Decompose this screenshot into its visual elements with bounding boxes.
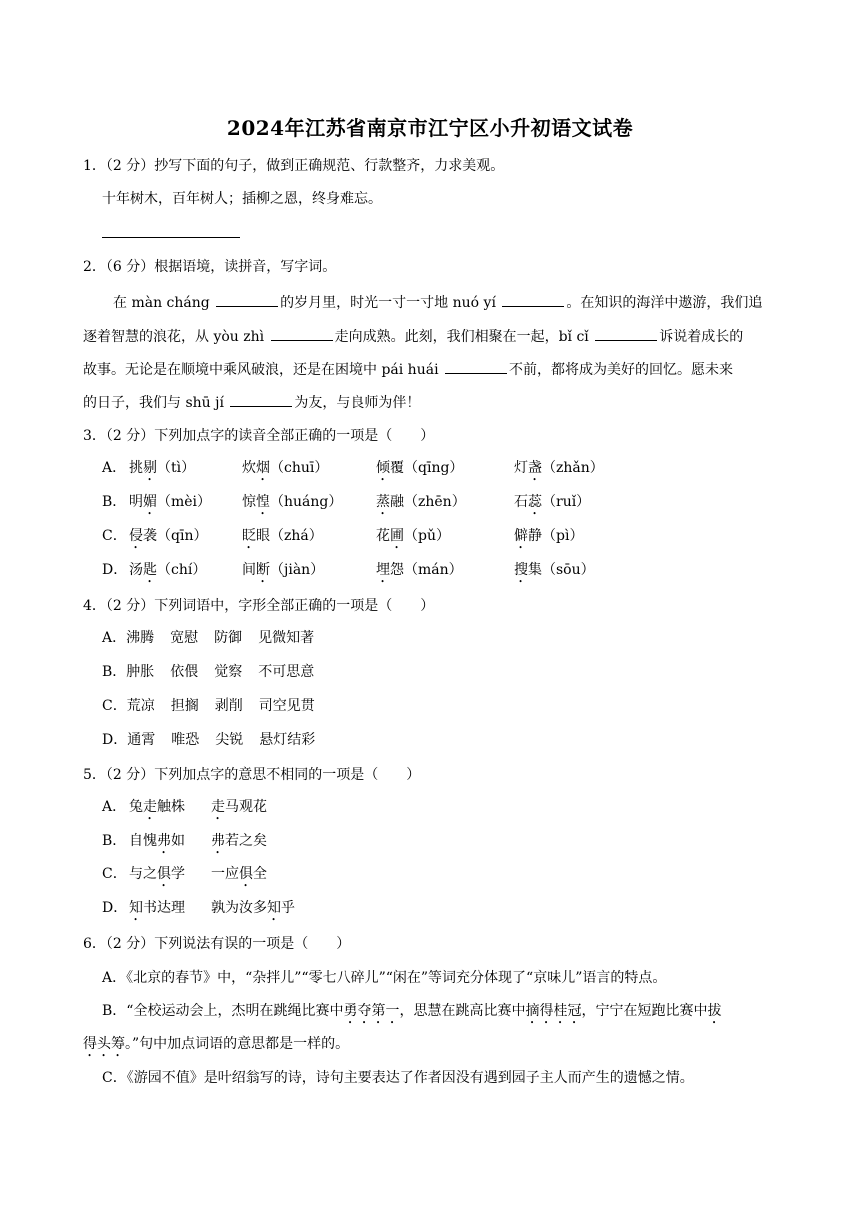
phrase [211,864,267,890]
question-1-answer-line[interactable] [102,237,240,238]
word-item [242,526,323,552]
dotted-char: 蒸 [376,494,390,510]
option-label: B． [102,833,127,849]
option-label: A． [102,460,127,476]
text-segment: 兔 [129,799,143,815]
dotted-char: 埋 [376,562,390,578]
dotted-char: 侵 [129,528,143,544]
word: 担搁 [170,698,199,714]
question-2-stem: 2．（6 分）根据语境，读拼音，写字词。 [83,259,337,275]
answer-blank[interactable] [445,359,507,374]
word: 荒凉 [126,698,155,714]
dotted-char: 走 [211,799,225,815]
text-segment: 。”句中加点词语的意思都是一样的。 [125,1036,350,1052]
question-6-stem: 6．（2 分）下列说法有误的一项是（ ） [83,936,351,952]
question-2-paragraph-line-3 [83,359,733,380]
text-segment: 集（sōu） [528,562,595,578]
word: 通霄 [127,732,156,748]
text-segment: 融（zhēn） [390,494,466,510]
word-item [514,458,604,484]
question-6-option-a[interactable]: A．《北京的春节》中，“杂拌儿”“零七八碎儿”“闲在”等词充分体现了“京味儿”语言的特点。 [102,970,667,986]
option-label: B． [102,664,127,680]
text-segment: ，思慧在跳高比赛中 [399,1003,526,1019]
word-item [129,492,211,518]
text-segment: 。在知识的海洋中遨游，我们追 [566,295,763,311]
word-item [242,560,324,586]
dotted-char: 盏 [528,460,542,476]
question-5-option-a[interactable] [102,797,126,817]
answer-blank[interactable] [502,292,564,307]
phrase [129,898,185,924]
dotted-char: 俱 [239,866,253,882]
text-segment: 全 [253,866,267,882]
text-segment: 袭（qīn） [143,528,208,544]
word-item [514,526,583,552]
text-segment: 不前，都将成为美好的回忆。愿未来 [509,362,733,378]
dotted-char: 媚 [143,494,157,510]
text-segment: （zhǎn） [542,460,604,476]
question-1-stem: 1．（2 分）抄写下面的句子，做到正确规范、行款整齐，力求美观。 [83,158,505,174]
dotted-char: 搜 [514,562,528,578]
text-segment: 马观花 [225,799,267,815]
text-segment: 惊 [242,494,256,510]
text-segment: 的岁月里，时光一寸一寸地 nuó yí [280,295,501,311]
phrase [211,831,267,857]
text-segment: 炊 [242,460,256,476]
word: 剥削 [214,698,243,714]
phrase [129,864,185,890]
text-segment: 一应 [211,866,239,882]
question-3-option-b[interactable] [102,492,126,512]
text-segment: 孰为汝多 [211,900,267,916]
text-segment: ，宁宁在短跑比赛中 [581,1003,708,1019]
text-segment: 怨（mán） [390,562,463,578]
question-2-paragraph-line-1 [113,292,762,313]
dotted-phrase: 勇夺第一 [343,1003,400,1019]
word: 悬灯结彩 [259,732,316,748]
option-label: C． [102,866,127,882]
word: 不可思意 [258,664,315,680]
dotted-char: 弗 [157,833,171,849]
text-segment: 如 [171,833,185,849]
word: 司空见贯 [258,698,315,714]
question-4-option-b[interactable] [102,662,330,682]
word-item [376,458,463,484]
text-segment: （ruǐ） [542,494,591,510]
dotted-char: 眨 [242,528,256,544]
option-label: A． [102,799,127,815]
text-segment: 逐着智慧的浪花，从 yòu zhì [83,329,269,345]
text-segment: 故事。无论是在顺境中乘风破浪，还是在困境中 pái huái [83,362,443,378]
text-segment: 花 [376,528,390,544]
question-1-sentence: 十年树木，百年树人；插柳之恩，终身难忘。 [102,191,382,207]
text-segment: 书达理 [143,900,185,916]
question-5-option-b[interactable] [102,831,126,851]
text-segment: （tì） [157,460,196,476]
question-5-option-c[interactable] [102,864,127,884]
word: 防御 [214,630,243,646]
text-segment: 走向成熟。此刻，我们相聚在一起，bǐ cǐ [334,329,594,345]
word-item [376,492,466,518]
dotted-char: 知 [267,900,281,916]
text-segment: 间 [242,562,256,578]
word-item [129,526,207,552]
word: 觉察 [214,664,243,680]
question-2-paragraph-line-4 [83,392,420,413]
question-4-option-c[interactable] [102,696,331,716]
dotted-phrase: 得头筹 [83,1036,125,1052]
text-segment: 与之 [129,866,157,882]
question-6-option-c[interactable]: C．《游园不值》是叶绍翁写的诗，诗句主要表达了作者因没有遇到园子主人而产生的遗憾之情。 [102,1070,694,1086]
dotted-char: 匙 [143,562,157,578]
word-item [376,526,450,552]
question-4-stem: 4．（2 分）下列词语中，字形全部正确的一项是（ ） [83,598,435,614]
text-segment: 灯 [514,460,528,476]
question-5-option-d[interactable] [102,898,127,918]
dotted-char: 圃 [390,528,404,544]
dotted-char: 弗 [211,833,225,849]
word-item [129,458,195,484]
word-item [514,492,590,518]
text-segment: 眼（zhá） [256,528,323,544]
word-item [376,560,463,586]
word: 沸腾 [126,630,155,646]
question-6-option-b-line-2 [83,1034,349,1060]
phrase [129,831,185,857]
question-3-stem: 3．（2 分）下列加点字的读音全部正确的一项是（ ） [83,428,435,444]
phrase [211,898,295,924]
question-4-option-d[interactable] [102,730,331,750]
dotted-char: 惶 [256,494,270,510]
question-3-option-a[interactable] [102,458,126,478]
page-title: 2024年江苏省南京市江宁区小升初语文试卷 [226,116,634,140]
word: 尖锐 [215,732,244,748]
word: 依偎 [170,664,199,680]
option-label: D． [102,900,128,916]
text-segment: 学 [171,866,185,882]
dotted-phrase: 摘得桂冠 [525,1003,582,1019]
dotted-char: 知 [129,900,143,916]
text-segment: 触株 [157,799,185,815]
word-item [242,492,342,518]
text-segment: （mèi） [157,494,212,510]
question-5-stem: 5．（2 分）下列加点字的意思不相同的一项是（ ） [83,767,421,783]
option-label: D． [102,732,128,748]
word: 唯恐 [171,732,200,748]
option-label: C． [102,528,127,544]
word-item [242,458,328,484]
text-segment: （jiàn） [270,562,325,578]
word-item [514,560,595,586]
text-segment: 若之矣 [225,833,267,849]
text-segment: 汤 [129,562,143,578]
text-segment: （chí） [157,562,207,578]
answer-blank[interactable] [595,326,657,341]
question-6-option-b-line-1[interactable] [102,1001,721,1027]
answer-blank[interactable] [271,326,333,341]
option-label: A． [102,630,127,646]
answer-blank[interactable] [216,292,278,307]
word: 见微知著 [258,630,315,646]
question-4-option-a[interactable] [102,628,330,648]
phrase [129,797,185,823]
dotted-char: 断 [256,562,270,578]
word: 宽慰 [170,630,199,646]
question-3-option-c[interactable] [102,526,127,546]
phrase [211,797,267,823]
dotted-char: 倾 [376,460,390,476]
text-segment: 覆（qīng） [390,460,464,476]
word-item [129,560,206,586]
text-segment: 的日子，我们与 shū jí [83,395,229,411]
dotted-char: 走 [143,799,157,815]
text-segment: 明 [129,494,143,510]
question-2-paragraph-line-2 [83,326,743,347]
text-segment: 石 [514,494,528,510]
option-label: C． [102,698,127,714]
text-segment: 为友，与良师为伴！ [294,395,421,411]
dotted-char: 烟 [256,460,270,476]
option-label: D． [102,562,128,578]
dotted-char: 俱 [157,866,171,882]
option-label: B． [102,494,127,510]
word: 肿胀 [126,664,155,680]
text-segment: （huáng） [270,494,343,510]
text-segment: 静（pì） [528,528,584,544]
text-segment: 诉说着成长的 [659,329,744,345]
text-segment: 自愧 [129,833,157,849]
answer-blank[interactable] [230,392,292,407]
dotted-char: 僻 [514,528,528,544]
dotted-phrase: 拔 [707,1003,722,1019]
text-segment: （chuī） [270,460,329,476]
dotted-char: 蕊 [528,494,542,510]
text-segment: B．“全校运动会上，杰明在跳绳比赛中 [102,1003,344,1019]
text-segment: （pǔ） [404,528,450,544]
text-segment: 在 màn cháng [113,295,215,311]
dotted-char: 剔 [143,460,157,476]
question-3-option-d[interactable] [102,560,127,580]
text-segment: 乎 [281,900,295,916]
text-segment: 挑 [129,460,143,476]
